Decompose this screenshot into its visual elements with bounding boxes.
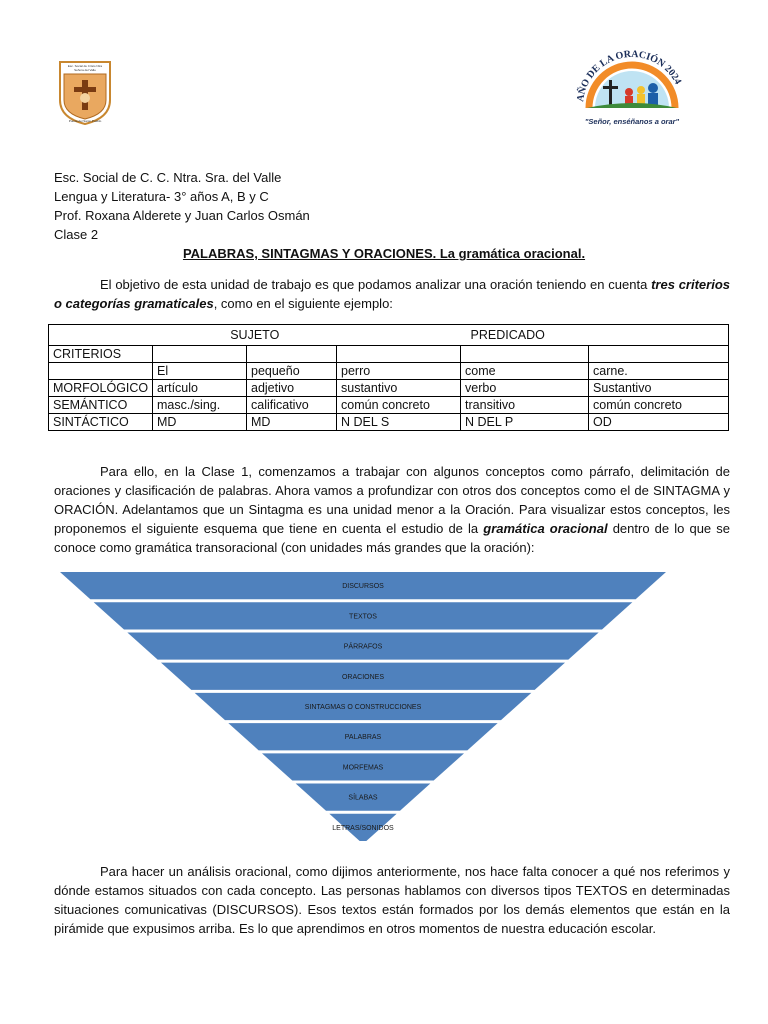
svg-text:Señora del Valle: Señora del Valle [74, 68, 96, 72]
year-of-prayer-emblem-icon [573, 46, 691, 130]
course-line: Lengua y Literatura- 3° años A, B y C [54, 189, 269, 204]
grammar-pyramid-diagram [60, 572, 666, 844]
predicado-header: PREDICADO [461, 325, 729, 346]
table-row: MORFOLÓGICO artículo adjetivo sustantivo verbo Sustantivo [49, 380, 729, 397]
sujeto-header: SUJETO [49, 325, 461, 346]
page-title: PALABRAS, SINTAGMAS Y ORACIONES. La gramática oracional. [182, 246, 586, 261]
intro-paragraph: El objetivo de esta unidad de trabajo es que podamos analizar una oración teniendo en cuenta tres criterios o categorías gramaticales, como en el siguiente ejemplo: [54, 277, 730, 311]
pyramid-level-label: MORFEMAS [342, 764, 384, 772]
pyramid-level-label: PALABRAS [344, 734, 382, 742]
svg-text:"Señor, enséñanos a orar": "Señor, enséñanos a orar" [584, 117, 680, 126]
svg-text:AÑO DE LA ORACIÓN 2024: AÑO DE LA ORACIÓN 2024 [575, 48, 684, 103]
table-row [49, 346, 729, 363]
svg-text:Esc. Social de Cristo Ntra: Esc. Social de Cristo Ntra [67, 64, 103, 68]
pyramid-level-label: TEXTOS [349, 613, 377, 621]
criterios-label: CRITERIOS [49, 346, 153, 363]
pyramid-level-label: DISCURSOS [342, 583, 384, 591]
table-row: SEMÁNTICO masc./sing. calificativo común concreto transitivo común concreto [49, 397, 729, 414]
pyramid-level-label: ORACIONES [341, 673, 385, 681]
pyramid-level-label: SINTAGMAS O CONSTRUCCIONES [304, 704, 422, 711]
table-row: El pequeño perro come carne. [49, 363, 729, 380]
class-number: Clase 2 [54, 227, 99, 242]
explanation-paragraph: Para ello, en la Clase 1, comenzamos a trabajar con algunos conceptos como párrafo, delimitación de oraciones y clasificación de palabras. Ahora vamos a profundizar con otros dos conceptos como el de SINTAGMA y ORACIÓN. Adelantamos que un Sintagma es una unidad menor a la Oración. Para visualizar estos conceptos, les proponemos el siguiente esquema que tiene en cuenta el estudio de la gramática oracional dentro de lo que se conoce como gramática transoracional (con unidades más grandes que la oración): [54, 464, 731, 555]
svg-text:Puerta del Santo Pueblo: Puerta del Santo Pueblo [68, 119, 102, 123]
table-header-row [49, 325, 729, 346]
closing-paragraph: Para hacer un análisis oracional, como dijimos anteriormente, nos hace falta conocer a qué nos referimos y dónde estamos situados con cada concepto. Las personas hablamos con diversos tipos TEXTOS en determinadas situaciones comunicativas (DISCURSOS). Esos textos están formados por los demás elementos que están en la pirámide que expusimos arriba. Es lo que aprendimos en otros momentos de nuestra educación escolar. [54, 864, 730, 936]
table-row: SINTÁCTICO MD MD N DEL S N DEL P OD [49, 414, 729, 431]
criteria-table [48, 324, 729, 431]
pyramid-level-label: SÍLABAS [348, 794, 378, 802]
pyramid-level-label: LETRAS/SONIDOS [332, 824, 394, 832]
teachers-line: Prof. Roxana Alderete y Juan Carlos Osmán [54, 208, 310, 223]
school-name: Esc. Social de C. C. Ntra. Sra. del Valle [54, 170, 282, 185]
school-crest-icon [58, 60, 112, 126]
pyramid-level-label: PÁRRAFOS [343, 643, 383, 651]
